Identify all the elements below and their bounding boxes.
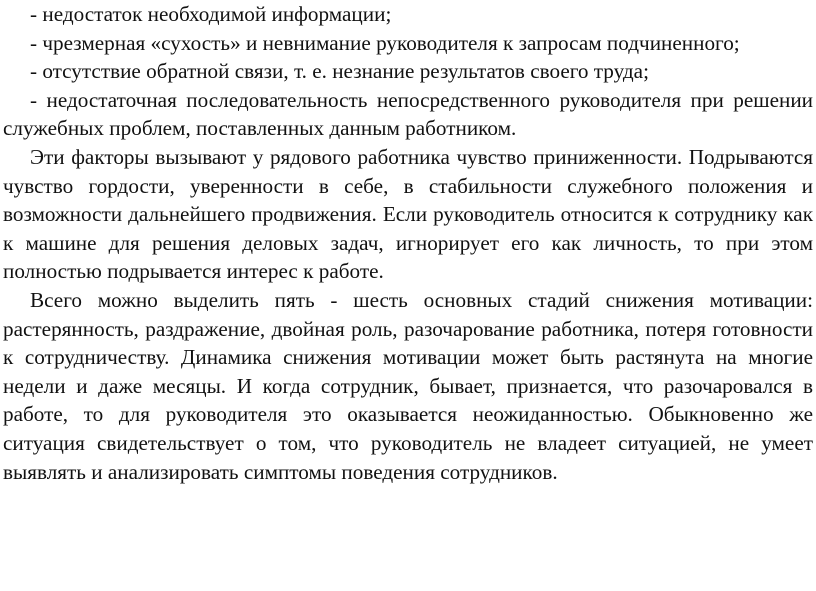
paragraph-no-feedback: - отсутствие обратной связи, т. е. незнание результатов своего труда;: [30, 59, 649, 84]
paragraph-motivation-stages: Всего можно выделить пять - шесть основных стадий снижения мотивации: растерянность, раздражение, двойная роль, разочарование работника, потеря готовности к сотрудничеству. Динамика снижения мотивации может быть растянута на многие недели и даже месяцы. И когда сотрудник, бывает, признается, что разочаровался в работе, то для руководителя это оказывается неожиданностью. Обыкновенно же ситуация свидетельствует о том, что руководитель не владеет ситуацией, не умеет выявлять и анализировать симптомы поведения сотрудников.: [3, 287, 813, 484]
paragraph-excessive-dryness: - чрезмерная «сухость» и невнимание руководителя к запросам подчиненного;: [30, 30, 740, 55]
paragraph-lack-of-information: - недостаток необходимой информации;: [30, 2, 392, 26]
paragraph-inconsistency: - недостаточная последовательность непосредственного руководителя при решении служебных проблем, поставленных данным работником.: [3, 87, 813, 141]
document-page: [3, 0, 813, 486]
paragraph-factors: Эти факторы вызывают у рядового работника чувство приниженности. Подрываются чувство гордости, уверенности в себе, в стабильности служебного положения и возможности дальнейшего продвижения. Если руководитель относится к сотруднику как к машине для решения деловых задач, игнорирует его как личность, то при этом полностью подрывается интерес к работе.: [3, 144, 813, 284]
